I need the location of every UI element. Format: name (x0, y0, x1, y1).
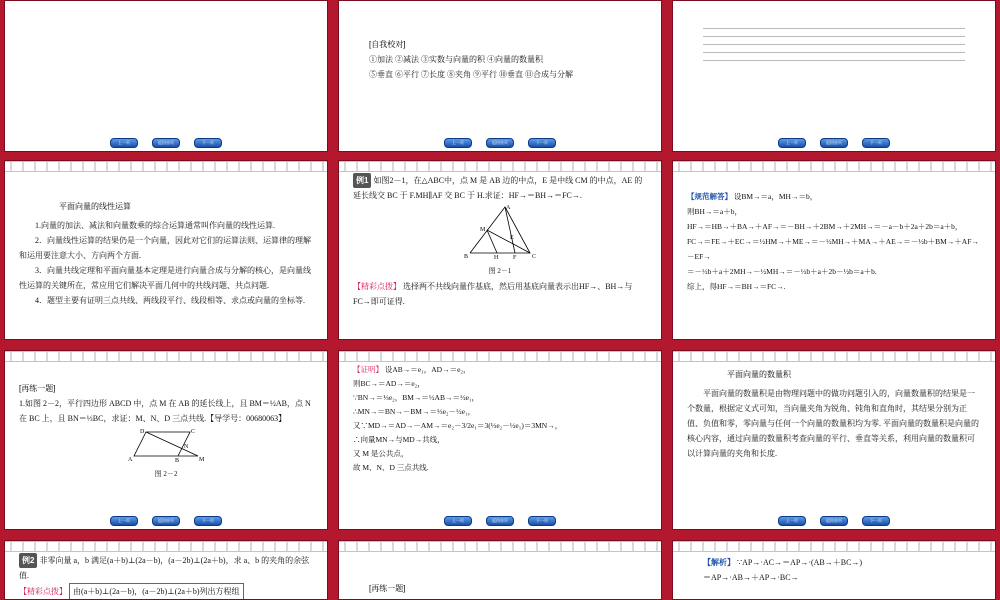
slide-nav (5, 513, 327, 529)
figure-caption: 图 2－2 (154, 470, 178, 478)
point-b-label: B (175, 458, 180, 462)
triangle-diagram (460, 203, 540, 259)
slide-4 (4, 160, 328, 340)
slide-top-strip (339, 541, 661, 552)
parallelogram-diagram (126, 426, 206, 462)
point-f-label: F (513, 255, 517, 259)
slide-nav (339, 135, 661, 151)
prev-button[interactable]: 上一页 (110, 516, 138, 526)
slide-top-strip (5, 541, 327, 552)
point-d-label: D (140, 429, 145, 435)
parallelogram-figure (19, 426, 313, 467)
proof-line-1: 设AB→＝e₁，AD→＝e₂， (384, 365, 471, 374)
blank-line (703, 60, 965, 61)
proof-line-2: 则BC→＝AD→＝e₂， (353, 379, 425, 388)
next-button[interactable]: 下一页 (194, 138, 222, 148)
slide-top-strip (339, 351, 661, 362)
next-button[interactable]: 下一页 (862, 516, 890, 526)
slide-7 (4, 350, 328, 530)
practice-heading: [再练一题] (19, 384, 56, 393)
proof-line-3: ∵BN→＝⅓e₂，BM→＝½AB→＝½e₁， (353, 393, 480, 402)
slide-nav (673, 513, 995, 529)
slide-top-strip (339, 161, 661, 172)
blank-line (703, 44, 965, 45)
self-check-heading: [自我校对] (369, 40, 406, 49)
slide-top-strip (5, 161, 327, 172)
slide-top-strip (673, 161, 995, 172)
slide-12 (672, 540, 996, 600)
home-button[interactable]: 返回首页 (152, 516, 180, 526)
section-title: 平面向量的数量积 (727, 370, 791, 379)
next-button[interactable]: 下一页 (194, 516, 222, 526)
slide-5 (338, 160, 662, 340)
solution-line-2: 则BH→＝a＋b， (687, 207, 742, 216)
self-check-line-1: ①加法 ②减法 ③实数与向量的积 ④向量的数量积 (369, 55, 543, 64)
analysis-line-2: ＝AP→·AB→＋AP→·BC→ (703, 573, 799, 582)
slide-3 (672, 0, 996, 152)
self-check-line-2: ⑤垂直 ⑥平行 ⑦长度 ⑧夹角 ⑨平行 ⑩垂直 ⑪合成与分解 (369, 70, 573, 79)
paragraph-2: 2．向量线性运算的结果仍是一个向量，因此对它们的运算法则、运算律的理解和运用要注意大小、方向两个方面. (19, 236, 311, 260)
slide-top-strip (673, 351, 995, 362)
example-problem: 如图2－1，在△ABC中，点 M 是 AB 边的中点，E 是中线 CM 的中点，AE 的延长线交 BC 于 F.MH∥AF 交 BC 于 H.求证：HF→＝BH→＝FC→. (353, 176, 643, 200)
paragraph-1: 平面向量的数量积是由物理问题中的做功问题引入的，向量数量积的结果是一个数量，根据定义式可知，当向量夹角为锐角、钝角和直角时，其结果分别为正值、负值和零，零向量与任何一个向量的数量积均为零. 平面向量的数量积是向量的核心内容，通过向量的数量积考查向量的平行、垂直等关系，利用向量的数量积可以计算向量的夹角和长度. (687, 389, 979, 458)
point-m-label: M (199, 457, 205, 462)
home-button[interactable]: 返回首页 (486, 138, 514, 148)
slide-nav (673, 135, 995, 151)
home-button[interactable]: 返回首页 (486, 516, 514, 526)
example-badge: 例1 (353, 173, 371, 188)
hint-tag: 【精彩点拨】 (353, 282, 401, 291)
next-button[interactable]: 下一页 (528, 516, 556, 526)
prev-button[interactable]: 上一页 (110, 138, 138, 148)
proof-line-7: 又 M 是公共点， (353, 449, 409, 458)
next-button[interactable]: 下一页 (528, 138, 556, 148)
slide-nav (5, 135, 327, 151)
point-b-label: B (464, 254, 469, 259)
paragraph-3: 3．向量共线定理和平面向量基本定理是进行向量合成与分解的核心，是向量线性运算的关键所在，常应用它们解决平面几何中的共线问题、共点问题. (19, 266, 311, 290)
blank-line (703, 28, 965, 29)
home-button[interactable]: 返回首页 (152, 138, 180, 148)
solution-line-4: FC→＝FE→＋EC→＝½HM→＋ME→＝－½MH→＋MA→＋AE→＝－½b＋BM→＋AF→－EF→ (687, 237, 979, 261)
blank-line (703, 52, 965, 53)
proof-tag: 【证明】 (353, 365, 383, 374)
slide-6 (672, 160, 996, 340)
point-c-label: C (191, 429, 196, 435)
example-problem: 非零向量 a，b 满足(a＋b)⊥(2a－b)，(a－2b)⊥(2a＋b)，求 a、b 的夹角的余弦值. (19, 556, 310, 580)
prev-button[interactable]: 上一页 (778, 138, 806, 148)
example-badge: 例2 (19, 553, 37, 568)
slide-top-strip (5, 351, 327, 362)
point-m-label: M (480, 227, 486, 233)
next-button[interactable]: 下一页 (862, 138, 890, 148)
slide-1 (4, 0, 328, 152)
slide-9 (672, 350, 996, 530)
slide-nav (339, 513, 661, 529)
blank-line (703, 36, 965, 37)
proof-line-4: ∴MN→＝BN→－BM→＝⅓e₂－½e₁， (353, 407, 476, 416)
paragraph-4: 4．题型主要有证明三点共线、两线段平行、线段相等、求点或向量的坐标等. (35, 296, 305, 305)
solution-tag: 【规范解答】 (687, 192, 732, 201)
proof-line-8: 故 M、N、D 三点共线. (353, 463, 429, 472)
slide-10 (4, 540, 328, 600)
section-title: 平面向量的线性运算 (59, 202, 131, 211)
home-button[interactable]: 返回首页 (820, 516, 848, 526)
solution-line-6: 综上，得HF→＝BH→＝FC→. (687, 282, 786, 291)
slide-2 (338, 0, 662, 152)
paragraph-1: 1.向量的加法、减法和向量数乘的综合运算通常叫作向量的线性运算. (35, 221, 275, 230)
prev-button[interactable]: 上一页 (444, 138, 472, 148)
proof-line-6: ∴向量MN→与MD→共线， (353, 435, 445, 444)
figure-caption: 图 2－1 (488, 267, 512, 275)
point-a-label: A (506, 205, 511, 211)
prev-button[interactable]: 上一页 (778, 516, 806, 526)
analysis-tag: 【解析】 (703, 558, 735, 567)
practice-problem: 1.如图 2－2，平行四边形 ABCD 中，点 M 在 AB 的延长线上，且 BM＝½AB，点 N 在 BC 上，且 BN＝⅓BC，求证：M、N、D 三点共线.【导学号：00680063】 (19, 399, 311, 423)
slide-8 (338, 350, 662, 530)
hint-tag: 【精彩点拨】 (19, 587, 67, 596)
practice-heading: [再练一题] (369, 584, 406, 593)
solution-line-5: ＝－½b＋a＋2MH→－½MH→＝－½b＋a＋2b－½b＝a＋b. (687, 267, 877, 276)
slide-11 (338, 540, 662, 600)
hint-text: 选择两不共线向量作基底，然后用基底向量表示出HF→、BH→与FC→即可证得. (353, 282, 633, 306)
point-n-label: N (184, 444, 189, 450)
hint-box: 由(a＋b)⊥(2a－b)，(a－2b)⊥(2a＋b)列出方程组 (69, 583, 244, 600)
triangle-figure (353, 203, 647, 264)
point-c-label: C (532, 254, 537, 259)
slide-top-strip (673, 541, 995, 552)
home-button[interactable]: 返回首页 (820, 138, 848, 148)
point-a-label: A (128, 457, 133, 462)
point-e-label: E (510, 235, 514, 241)
solution-line-1: 设BM→＝a，MH→＝b， (733, 192, 818, 201)
prev-button[interactable]: 上一页 (444, 516, 472, 526)
solution-line-3: HF→＝HB→＋BA→＋AF→＝－BH→＋2BM→＋2MH→＝－a－b＋2a＋2b＝a＋b， (687, 222, 963, 231)
proof-line-5: 又∵MD→＝AD→－AM→＝e₂－3/2e₁＝3(⅓e₂－½e₁)＝3MN→， (353, 421, 563, 430)
point-h-label: H (494, 255, 499, 259)
analysis-line-1: ∵AP→·AC→＝AP→·(AB→＋BC→) (737, 558, 863, 567)
